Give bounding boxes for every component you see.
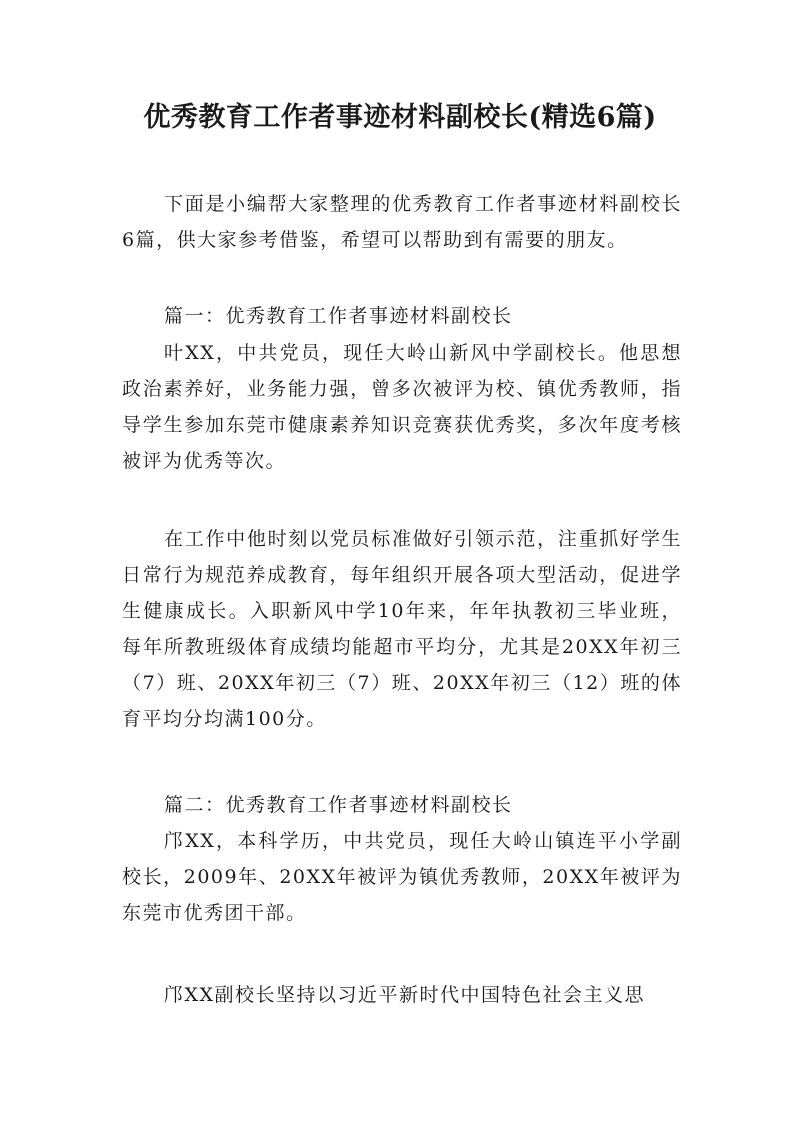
section1-paragraph2: 在工作中他时刻以党员标准做好引领示范，注重抓好学生日常行为规范养成教育，每年组织开展各项大型活动，促进学生健康成长。入职新风中学10年来，年年执教初三毕业班，每年所教班级体育成绩均能超市平均分，尤其是20XX年初三（7）班、20XX年初三（7）班、20XX年初三（12）班的体育平均分均满100分。 bbox=[122, 528, 682, 730]
document-title: 优秀教育工作者事迹材料副校长(精选6篇) bbox=[143, 102, 657, 133]
section2-paragraph2: 邝XX副校长坚持以习近平新时代中国特色社会主义思 bbox=[164, 984, 646, 1006]
section2-heading: 篇二：优秀教育工作者事迹材料副校长 bbox=[164, 794, 513, 816]
section1-paragraph1: 叶XX，中共党员，现任大岭山新风中学副校长。他思想政治素养好，业务能力强，曾多次被评为校、镇优秀教师，指导学生参加东莞市健康素养知识竞赛获优秀奖，多次年度考核被评为优秀等次。 bbox=[122, 342, 682, 472]
section1-heading: 篇一：优秀教育工作者事迹材料副校长 bbox=[164, 305, 513, 327]
section2-paragraph1: 邝XX，本科学历，中共党员，现任大岭山镇连平小学副校长，2009年、20XX年被评为镇优秀教师，20XX年被评为东莞市优秀团干部。 bbox=[122, 830, 682, 924]
intro-paragraph: 下面是小编帮大家整理的优秀教育工作者事迹材料副校长6篇，供大家参考借鉴，希望可以帮助到有需要的朋友。 bbox=[122, 193, 682, 251]
